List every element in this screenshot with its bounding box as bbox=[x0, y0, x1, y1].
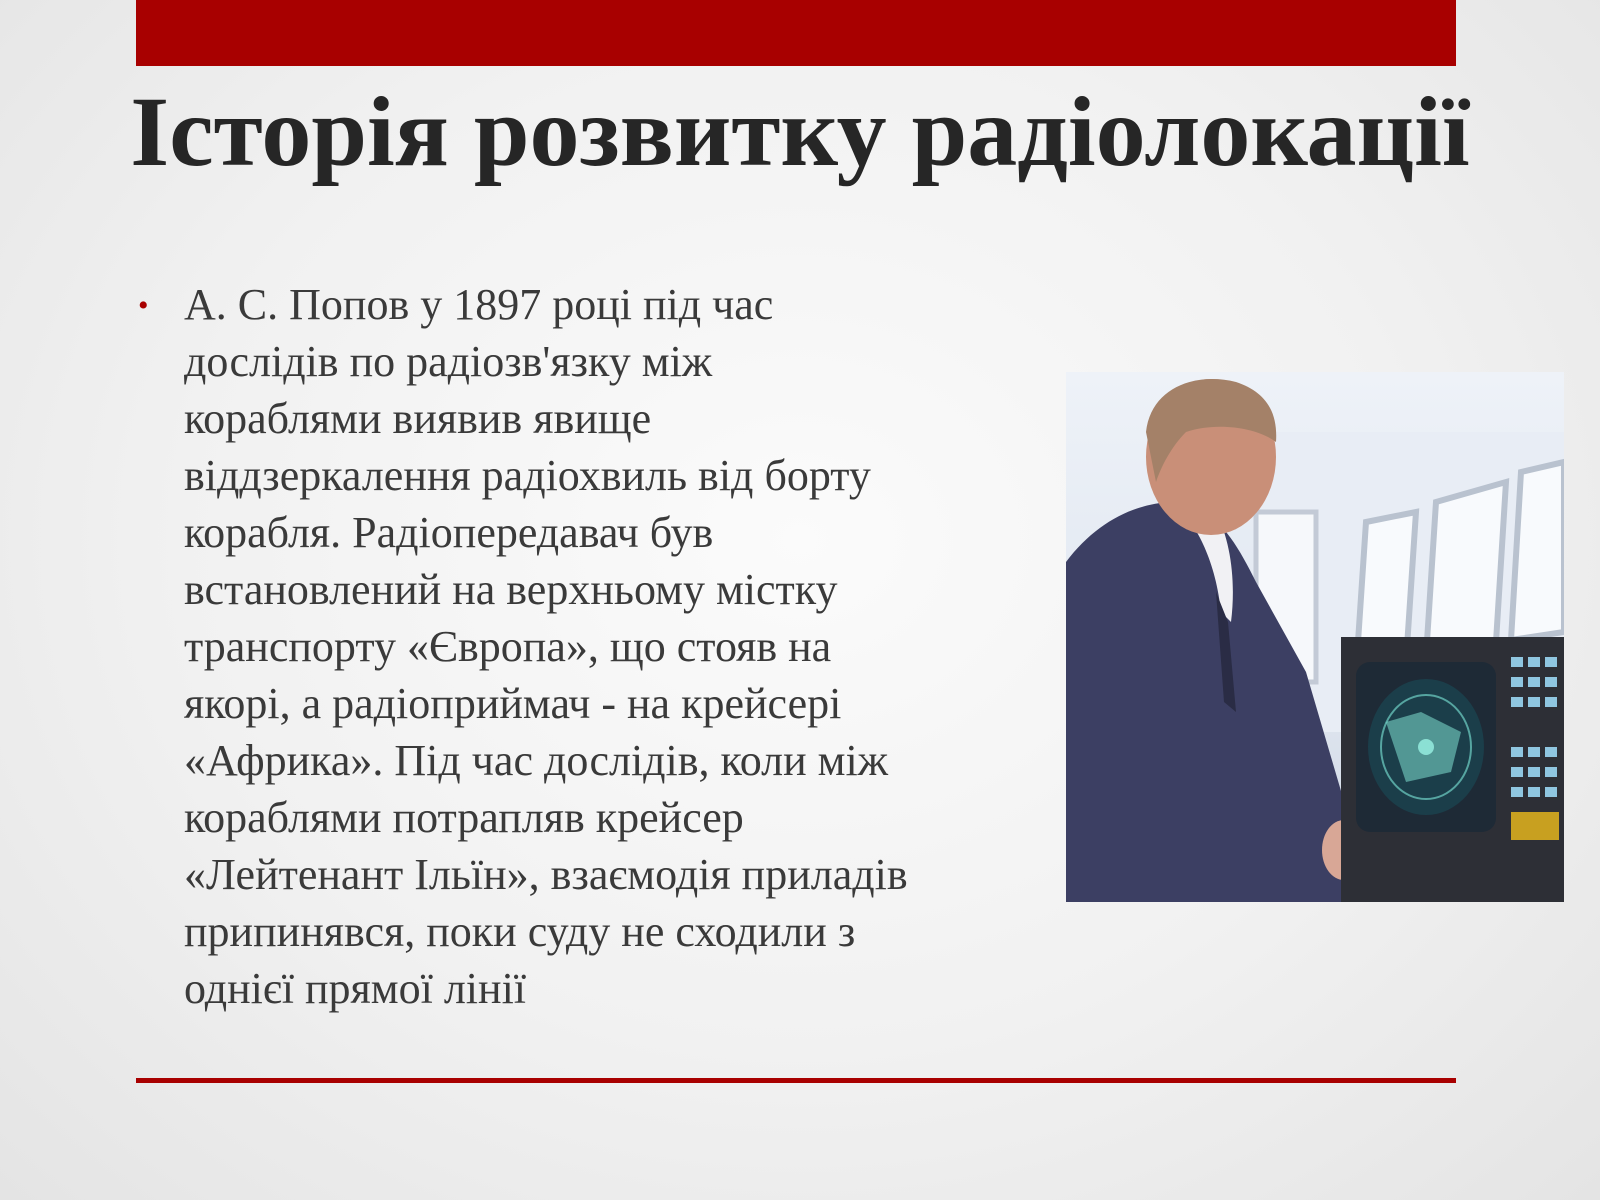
photo-illustration bbox=[1066, 372, 1564, 902]
bullet-marker-icon: • bbox=[138, 289, 149, 322]
top-accent-bar bbox=[136, 0, 1456, 66]
bullet-text: А. С. Попов у 1897 році під час дослідів по радіозв'язку між кораблями виявив явище віддзеркалення радіохвиль від борту корабля. Радіопередавач був встановлений на верхньому містку транспорту «Європа», що стояв на якорі, а радіоприймач - на крейсері «Африка». Під час дослідів, коли між кораблями потрапляв крейсер «Лейтенант Ільїн», взаємодія приладів припинявся, поки суду не сходили з однієї прямої лінії bbox=[184, 280, 908, 1013]
slide-title: Історія розвитку радіолокації bbox=[130, 76, 1470, 187]
radar-operator-photo-icon bbox=[1066, 372, 1564, 902]
bottom-accent-line bbox=[136, 1078, 1456, 1083]
